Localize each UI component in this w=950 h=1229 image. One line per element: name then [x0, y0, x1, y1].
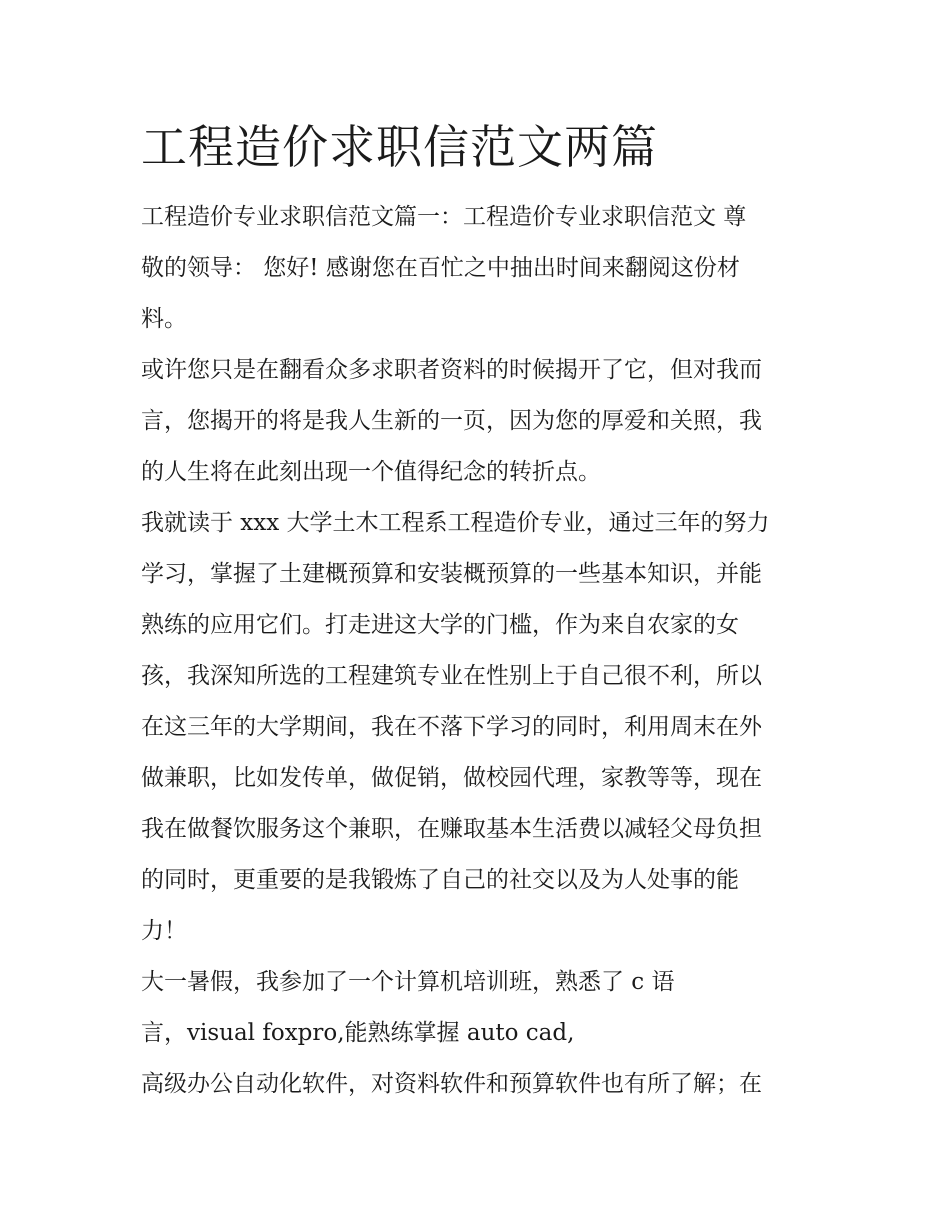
text-line: 的人生将在此刻出现一个值得纪念的转折点。 [141, 459, 601, 485]
paragraph-2 [141, 345, 813, 498]
paragraph-3 [141, 498, 813, 957]
text-line: 孩，我深知所选的工程建筑专业在性别上于自己很不利，所以 [141, 663, 762, 689]
text-line: 在这三年的大学期间，我在不落下学习的同时，利用周末在外 [141, 714, 762, 740]
text-line: 言，您揭开的将是我人生新的一页，因为您的厚爱和关照，我 [141, 408, 762, 434]
text-line: 言，visual foxpro,能熟练掌握 auto cad, [141, 1020, 575, 1046]
text-line: 学习，掌握了土建概预算和安装概预算的一些基本知识，并能 [141, 561, 762, 587]
text-line: 我在做餐饮服务这个兼职，在赚取基本生活费以减轻父母负担 [141, 816, 762, 842]
text-line: 的同时，更重要的是我锻炼了自己的社交以及为人处事的能 [141, 867, 739, 893]
paragraph-6 [141, 1059, 813, 1110]
text-line: 料。 [141, 306, 187, 332]
text-line: 熟练的应用它们。打走进这大学的门槛，作为来自农家的女 [141, 612, 739, 638]
paragraph-1 [141, 192, 813, 345]
text-line: 力！ [141, 918, 187, 944]
paragraph-5 [141, 1008, 813, 1059]
text-line: 做兼职，比如发传单，做促销，做校园代理，家教等等，现在 [141, 765, 762, 791]
text-line: 工程造价专业求职信范文篇一：工程造价专业求职信范文 尊 [141, 204, 747, 230]
text-line: 我就读于 xxx 大学土木工程系工程造价专业，通过三年的努力 [141, 510, 770, 536]
text-line: 或许您只是在翻看众多求职者资料的时候揭开了它，但对我而 [141, 357, 762, 383]
document-page [141, 112, 813, 1110]
document-title: 工程造价求职信范文两篇 [141, 120, 658, 174]
text-line: 大一暑假，我参加了一个计算机培训班，熟悉了 c 语 [141, 969, 675, 995]
text-line: 敬的领导： 您好! 感谢您在百忙之中抽出时间来翻阅这份材 [141, 255, 740, 281]
text-line: 高级办公自动化软件，对资料软件和预算软件也有所了解；在 [141, 1071, 762, 1097]
paragraph-4 [141, 957, 813, 1008]
